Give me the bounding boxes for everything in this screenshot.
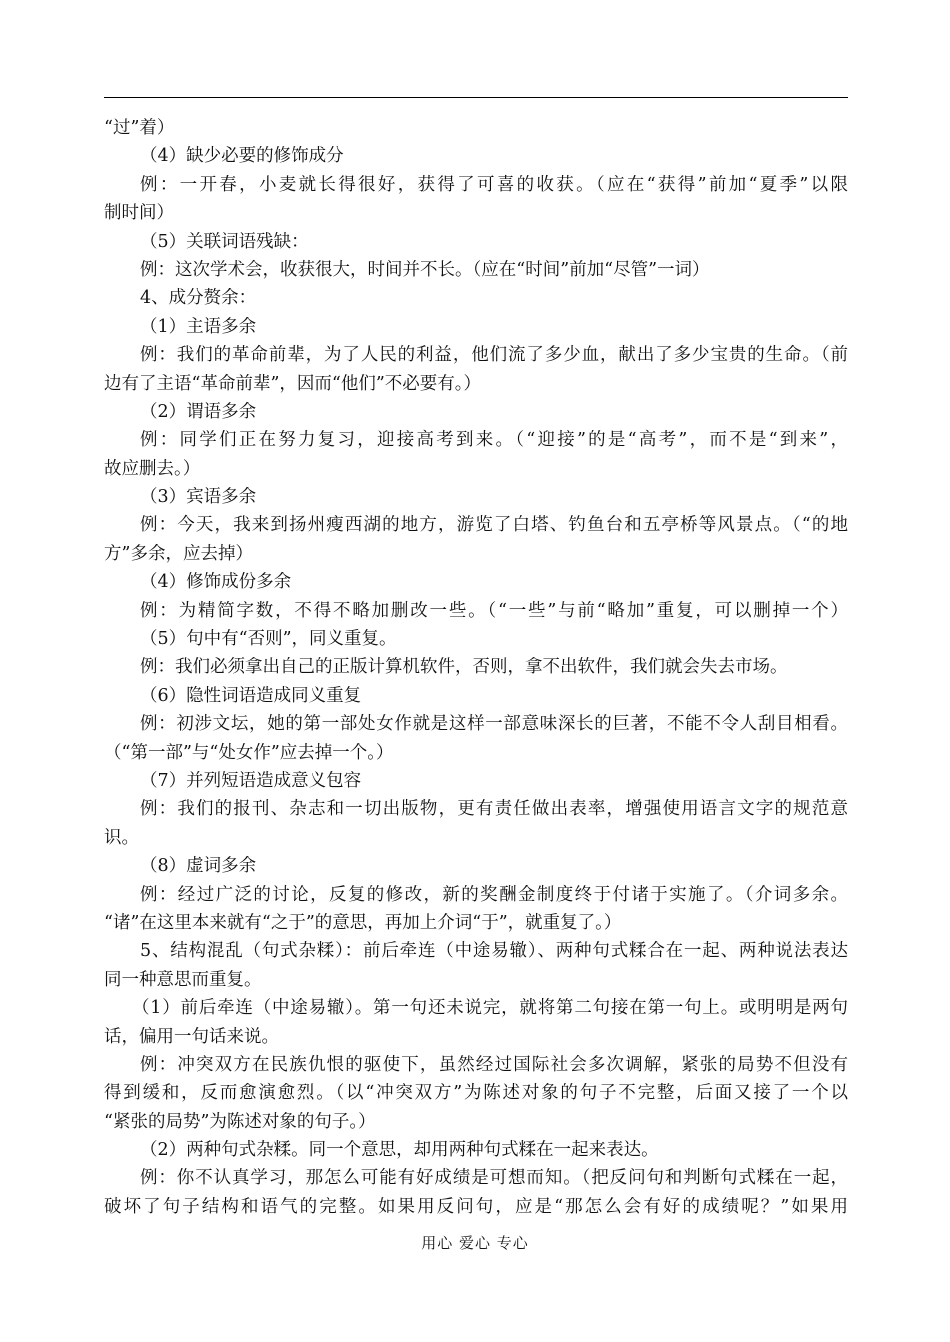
text-line: 例：我们的革命前辈，为了人民的利益，他们流了多少血，献出了多少宝贵的生命。（前 [140, 345, 848, 366]
text-line: 识。 [104, 827, 139, 848]
text-line: “过”着） [104, 118, 175, 138]
text-line: 例：经过广泛的讨论，反复的修改，新的奖酬金制度终于付诸于实施了。（介词多余。 [140, 884, 848, 905]
text-line: 话，偏用一句话来说。 [104, 1026, 279, 1047]
text-line: 例：今天，我来到扬州瘦西湖的地方，游览了白塔、钓鱼台和五亭桥等风景点。（“的地 [140, 515, 848, 536]
text-line: 4、成分赘余： [140, 288, 257, 309]
text-line: 例：冲突双方在民族仇恨的驱使下，虽然经过国际社会多次调解，紧张的局势不但没有 [140, 1054, 848, 1075]
text-line: 例：一开春，小麦就长得很好，获得了可喜的收获。（应在“获得”前加“夏季”以限 [140, 174, 848, 195]
text-line: “紧张的局势”为陈述对象的句子。） [104, 1111, 376, 1132]
text-line: 破坏了句子结构和语气的完整。如果用反问句，应是“那怎么会有好的成绩呢？”如果用 [104, 1196, 848, 1217]
page-footer: 用心 爱心 专心 [421, 1234, 529, 1252]
text-line: 得到缓和，反而愈演愈烈。（以“冲突双方”为陈述对象的句子不完整，后面又接了一个以 [104, 1083, 848, 1104]
text-line: 例：我们必须拿出自己的正版计算机软件，否则，拿不出软件，我们就会失去市场。 [140, 657, 788, 678]
text-line: （4）缺少必要的修饰成分 [140, 146, 344, 167]
text-line: （5）句中有“否则”，同义重复。 [140, 629, 397, 650]
text-line: 同一种意思而重复。 [104, 969, 262, 990]
header-rule [104, 97, 848, 98]
text-line: 5、结构混乱（句式杂糅）：前后牵连（中途易辙）、两种句式糅合在一起、两种说法表达 [140, 941, 848, 962]
text-line: 制时间） [104, 203, 174, 224]
text-line: （3）宾语多余 [140, 487, 257, 508]
text-line: （4）修饰成份多余 [140, 572, 292, 593]
text-line: （2）谓语多余 [140, 401, 257, 422]
text-line: （6）隐性词语造成同义重复 [140, 685, 362, 706]
text-line: 例：这次学术会，收获很大，时间并不长。（应在“时间”前加“尽管”一词） [140, 259, 710, 280]
text-line: （8）虚词多余 [140, 856, 257, 877]
text-line: 例：你不认真学习，那怎么可能有好成绩是可想而知。（把反问句和判断句式糅在一起， [140, 1168, 848, 1189]
text-line: 例：为精简字数，不得不略加删改一些。（“一些”与前“略加”重复，可以删掉一个） [140, 600, 848, 621]
text-line: （7）并列短语造成意义包容 [140, 770, 362, 791]
text-line: 例：同学们正在努力复习，迎接高考到来。（“迎接”的是“高考”，而不是“到来”， [140, 430, 848, 451]
text-line: （5）关联词语残缺： [140, 231, 309, 252]
text-line: 边有了主语“革命前辈”，因而“他们”不必要有。） [104, 373, 482, 394]
text-line: 例：初涉文坛，她的第一部处女作就是这样一部意味深长的巨著，不能不令人刮目相看。 [140, 714, 848, 735]
text-line: 故应删去。） [104, 458, 201, 479]
text-line: （1）前后牵连（中途易辙）。第一句还未说完，就将第二句接在第一句上。或明明是两句 [132, 998, 848, 1019]
text-line: “诸”在这里本来就有“之于”的意思，再加上介词“于”，就重复了。） [104, 912, 622, 933]
document-body [104, 114, 848, 1221]
text-line: 方”多余，应去掉） [104, 543, 253, 564]
text-line: 例：我们的报刊、杂志和一切出版物，更有责任做出表率，增强使用语言文字的规范意 [140, 799, 848, 820]
text-line: （“第一部”与“处女作”应去掉一个。） [104, 742, 394, 763]
text-line: （1）主语多余 [140, 316, 257, 337]
text-line: （2）两种句式杂糅。同一个意思，却用两种句式糅在一起来表达。 [140, 1140, 659, 1161]
